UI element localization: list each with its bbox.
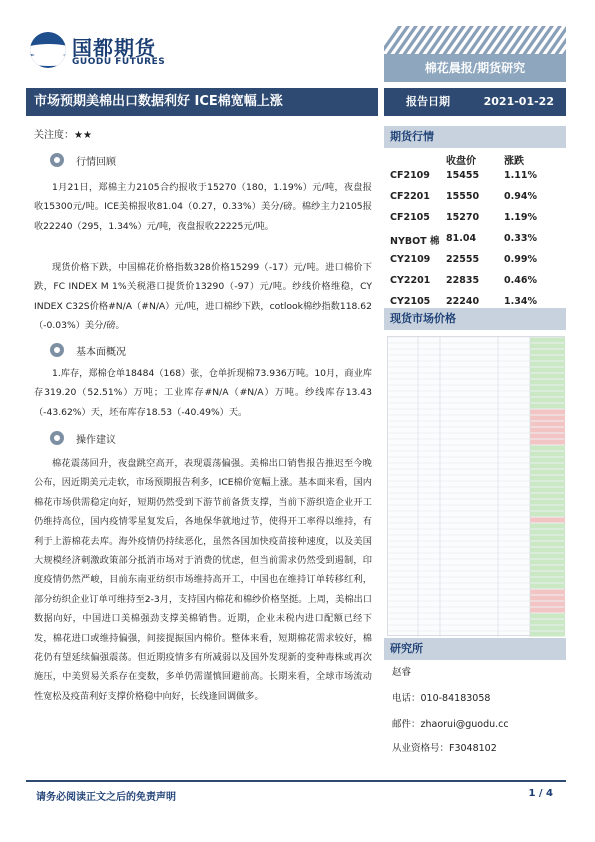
quote-close: 22835: [446, 275, 480, 286]
logo-chinese-name: 国都期货: [72, 36, 156, 60]
quote-change: 0.99%: [504, 254, 537, 265]
change-cell: [530, 548, 565, 553]
change-cell: [530, 410, 565, 415]
spot-price-table-image: [387, 336, 565, 636]
analyst-license: 从业资格号：F3048102: [392, 743, 497, 754]
paragraph-fundamentals-1: 1.库存，郑棉仓单18484（168）张，仓单折现棉73.936万吨。10月，商业库存319.20（52.51%）万吨；工业库存#N/A（#N/A）万吨。纱线库存13.43（-43.62%）天，坯布库存18.53（-40.49%）天。: [34, 368, 372, 418]
futures-quotes-heading: 期货行情: [384, 126, 566, 148]
quote-row: [384, 191, 566, 209]
change-cell: [530, 614, 565, 619]
change-cell: [530, 398, 565, 403]
change-cell: [530, 584, 565, 589]
report-title: 市场预期美棉出口数据利好 ICE棉宽幅上涨: [26, 88, 378, 116]
spot-market-heading: 现货市场价格: [384, 308, 566, 330]
change-cell: [530, 554, 565, 559]
change-cell: [530, 608, 565, 613]
change-cell: [530, 494, 565, 499]
change-cell: [530, 500, 565, 505]
change-cell: [530, 428, 565, 433]
change-cell: [530, 362, 565, 367]
change-cell: [530, 482, 565, 487]
change-cell: [530, 356, 565, 361]
attention-rating: 关注度：★★: [34, 130, 92, 141]
section-bullet-icon: [50, 153, 64, 167]
quote-change: 0.46%: [504, 275, 537, 286]
quote-contract: NYBOT 棉: [390, 236, 440, 247]
quotes-header-change: 涨跌: [504, 156, 524, 167]
change-cell: [530, 518, 565, 523]
quote-close: 15550: [446, 191, 480, 202]
page-number: 1 / 4: [528, 788, 553, 799]
change-cell: [530, 506, 565, 511]
paragraph-review-1: 1月21日，郑棉主力2105合约报收于15270（180，1.19%）元/吨，夜盘报收15300元/吨。ICE美棉报收81.04（0.27，0.33%）美分/磅。棉纱主力2105报收22240（295，1.34%）元/吨，夜盘报收22225元/吨。: [34, 182, 372, 232]
change-cell: [530, 440, 565, 445]
quote-contract: CF2105: [390, 212, 430, 223]
paragraph-review-2: 现货价格下跌，中国棉花价格指数328价格15299（-17）元/吨。进口棉价下跌，FC INDEX M 1%关税港口提货价13290（-97）元/吨。纱线价格维稳，CY INDEX C32S价格#N/A（#N/A）元/吨，进口棉纱下跌，cotlook棉纱指数118.62（-0.03%）美分/磅。: [34, 262, 372, 332]
footer-divider: [26, 780, 566, 782]
section-bullet-icon: [50, 431, 64, 445]
change-cell: [530, 452, 565, 457]
change-cell: [530, 476, 565, 481]
logo-english-name: GUODU FUTURES: [72, 57, 166, 67]
change-cell: [530, 386, 565, 391]
change-cell: [530, 404, 565, 409]
change-cell: [530, 458, 565, 463]
change-cell: [530, 536, 565, 541]
change-cell: [530, 596, 565, 601]
quote-close: 22555: [446, 254, 480, 265]
section-heading-label: 基本面概况: [76, 347, 126, 358]
spot-price-table-graphic: [388, 337, 566, 637]
change-cell: [530, 512, 565, 517]
change-cell: [530, 632, 565, 637]
change-cell: [530, 578, 565, 583]
disclaimer-note: 请务必阅读正文之后的免责声明: [36, 792, 176, 803]
quote-change: 1.19%: [504, 212, 537, 223]
quote-contract: CY2201: [390, 275, 431, 286]
logo-wave-icon: [30, 32, 66, 68]
report-date-bar: [384, 88, 566, 116]
quote-change: 0.33%: [504, 233, 537, 244]
change-cell: [530, 350, 565, 355]
change-cell: [530, 464, 565, 469]
analyst-name: 赵睿: [392, 667, 412, 678]
quote-contract: CF2201: [390, 191, 430, 202]
analyst-email: 邮件：zhaorui@guodu.cc: [392, 719, 509, 730]
quote-contract: CY2105: [390, 296, 431, 307]
quotes-header-close: 收盘价: [446, 156, 476, 167]
change-cell: [530, 446, 565, 451]
change-cell: [530, 602, 565, 607]
change-cell: [530, 488, 565, 493]
quote-change: 0.94%: [504, 191, 537, 202]
change-cell: [530, 620, 565, 625]
quote-row: [384, 212, 566, 230]
change-cell: [530, 566, 565, 571]
quote-row: [384, 233, 566, 251]
header-stripes: [384, 26, 566, 54]
quote-row: [384, 170, 566, 188]
change-cell: [530, 422, 565, 427]
quote-contract: CY2109: [390, 254, 431, 265]
paragraph-advice-1: 棉花震荡回升，夜盘跳空高开，表现震荡偏强。美棉出口销售报告推迟至今晚公布，因近期美元走软，市场预期报告利多，ICE棉价宽幅上涨。基本面来看，国内棉花市场供需稳定向好，短期仍然受到下游节前备货支撑，当前下游织造企业开工仍维持高位，国内疫情零星复发后，各地保华就地过节，使得开工率得以维持，有利于上游棉花去库。海外疫情仍持续恶化，虽然各国加快疫苗接种速度，以及美国大规模经济刺激政策部分抵消市场对于消费的忧虑，但当前需求仍然受到遏制，印度疫情仍然严峻，目前东南亚纺织市场维持高开工，中国也在维持订单转移红利，部分纺织企业订单可维持至2-3月，支持国内棉花和棉纱价格坚挺。上周，美棉出口数据向好，中国进口美棉强劲支撑美棉销售。近期，企业未税内进口配额已经下发，棉花进口或维持偏强，间接提振国内棉价。整体来看，短期棉花需求较好，棉花仍有望延续偏强震荡。但近期疫情多有所减弱以及国外发现新的变种毒株或再次施压，中美贸易关系存在变数，多单仍需谨慎回避前高。长期来看，全球市场流动性宽松及疫苗利好支撑价格稳中向好，长线逢回调做多。: [34, 458, 372, 702]
change-cell: [530, 392, 565, 397]
change-cell: [530, 590, 565, 595]
quote-row: [384, 275, 566, 293]
quote-change: 1.11%: [504, 170, 537, 181]
change-cell: [530, 470, 565, 475]
quote-close: 81.04: [446, 233, 477, 244]
change-cell: [530, 560, 565, 565]
analyst-phone: 电话：010-84183058: [392, 693, 491, 704]
report-date-label: 报告日期: [406, 95, 450, 108]
change-cell: [530, 368, 565, 373]
change-cell: [530, 344, 565, 349]
change-cell: [530, 380, 565, 385]
company-logo: [30, 30, 180, 74]
section-bullet-icon: [50, 343, 64, 357]
quote-close: 22240: [446, 296, 480, 307]
change-cell: [530, 626, 565, 631]
change-cell: [530, 416, 565, 421]
section-heading-label: 操作建议: [76, 435, 116, 446]
report-date-value: 2021-01-22: [483, 95, 554, 108]
quote-change: 1.34%: [504, 296, 537, 307]
quote-close: 15270: [446, 212, 480, 223]
change-cell: [530, 434, 565, 439]
research-heading: 研究所: [384, 638, 566, 660]
change-cell: [530, 524, 565, 529]
section-heading-label: 行情回顾: [76, 157, 116, 168]
quote-close: 15455: [446, 170, 480, 181]
change-cell: [530, 530, 565, 535]
change-cell: [530, 542, 565, 547]
report-category: 棉花晨报/期货研究: [384, 54, 566, 82]
change-cell: [530, 572, 565, 577]
change-cell: [530, 374, 565, 379]
quote-contract: CF2109: [390, 170, 430, 181]
change-cell: [530, 338, 565, 343]
quote-row: [384, 254, 566, 272]
